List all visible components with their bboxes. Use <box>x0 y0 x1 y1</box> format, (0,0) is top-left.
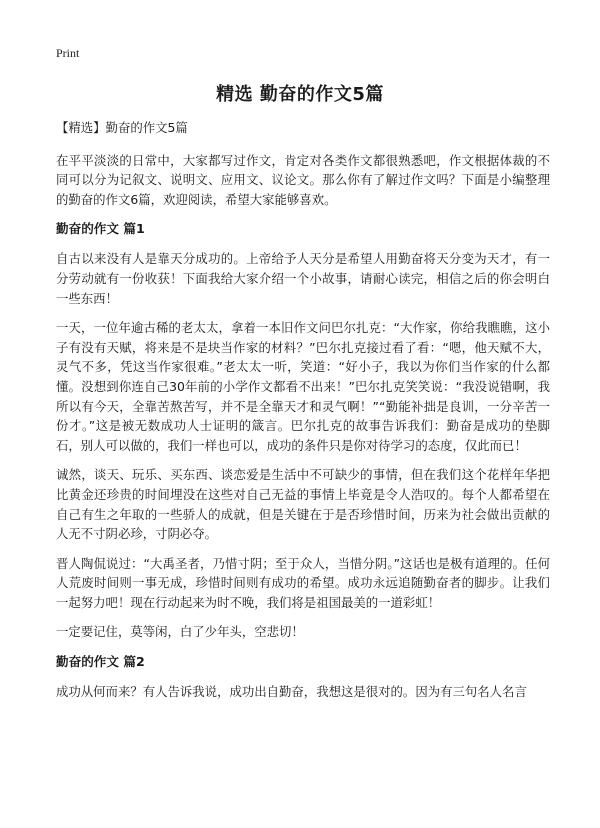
section-heading-2: 勤奋的作文 篇2 <box>56 654 145 670</box>
section1-paragraph: 晋人陶侃说过：“大禹圣者，乃惜寸阴；至于众人，当惜分阴。”这话也是极有道理的。任何人荒废时间则一事无成，珍惜时间则有成功的希望。成功永远追随勤奋者的脚步。让我们一起努力吧！现在行动起来为时不晚，我们将是祖国最美的一道彩虹！ <box>56 555 550 610</box>
page-title: 精选 勤奋的作文5篇 <box>216 84 384 105</box>
section1-paragraph: 自古以来没有人是靠天分成功的。上帝给予人天分是希望人用勤奋将天分变为天才，有一分劳动就有一份收获！下面我给大家介绍一个小故事，请耐心读完，相信之后的你会明白一些东西！ <box>56 251 550 306</box>
section1-paragraph: 诚然，谈天、玩乐、买东西、谈恋爱是生活中不可缺少的事情，但在我们这个花样年华把比黄金还珍贵的时间埋没在这些对自己无益的事情上毕竟是令人浩叹的。每个人都希望在自己有生之年取的一些骄人的成就，但是关键在于是否珍惜时间，历来为社会做出贡献的人无不寸阴必珍，寸阴必夺。 <box>56 467 550 542</box>
print-label[interactable]: Print <box>56 46 80 60</box>
section-heading-1: 勤奋的作文 篇1 <box>56 221 145 237</box>
subtitle: 【精选】勤奋的作文5篇 <box>56 120 188 135</box>
article-body <box>56 118 550 712</box>
intro-paragraph: 在平平淡淡的日常中，大家都写过作文，肯定对各类作文都很熟悉吧，作文根据体裁的不同可以分为记叙文、说明文、应用文、议论文。那么你有了解过作文吗？下面是小编整理的勤奋的作文6篇，欢迎阅读，希望大家能够喜欢。 <box>56 152 550 207</box>
section1-paragraph: 一天，一位年逾古稀的老太太，拿着一本旧作文问巴尔扎克：“大作家，你给我瞧瞧，这小子有没有天赋，将来是不是块当作家的材料？”巴尔扎克接过看了看：“嗯，他天赋不大，灵气不多，凭这当作家很难。”老太太一听，笑道：“好小子，我以为你们当作家的什么都懂。没想到你连自己30年前的小学作文都看不出来！”巴尔扎克笑笑说：“我没说错啊，我所以有今天，全靠苦熬苦写，并不是全靠天才和灵气啊！”“勤能补拙是良训，一分辛苦一份才。”这是被无数成功人士证明的箴言。巴尔扎克的故事告诉我们：勤奋是成功的垫脚石，别人可以做的，我们一样也可以，成功的条件只是你对待学习的态度，仅此而已！ <box>56 320 550 453</box>
section1-paragraph: 一定要记住，莫等闲，白了少年头，空悲切！ <box>56 624 304 640</box>
section2-paragraph: 成功从何而来？有人告诉我说，成功出自勤奋，我想这是很对的。因为有三句名人名言 <box>56 684 527 700</box>
